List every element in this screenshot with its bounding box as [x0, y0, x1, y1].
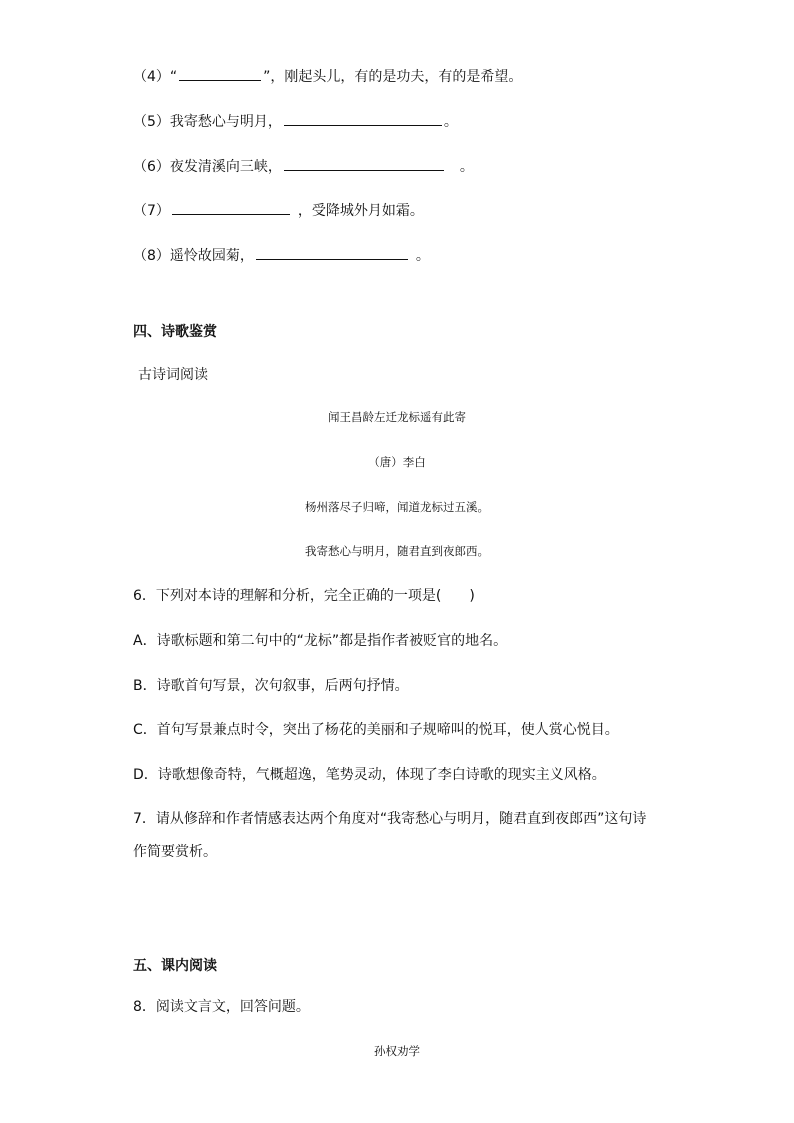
section-heading-class-reading: 五、课内阅读 [133, 958, 217, 974]
fill-blank-suffix: ，受降城外月如霜。 [297, 203, 424, 219]
poem-title: 闻王昌龄左迁龙标遥有此寄 [328, 410, 466, 424]
option-a[interactable]: A．诗歌标题和第二句中的“龙标”都是指作者被贬官的地名。 [133, 633, 508, 649]
answer-blank[interactable] [172, 200, 290, 215]
fill-blank-4 [133, 66, 522, 87]
fill-blank-prefix: （5）我寄愁心与明月， [133, 114, 282, 130]
fill-blank-prefix: （7） [133, 203, 170, 219]
fill-blank-5 [133, 111, 458, 132]
option-d[interactable]: D．诗歌想像奇特，气概超逸，笔势灵动，体现了李白诗歌的现实主义风格。 [133, 767, 606, 783]
question-7-line-2: 作简要赏析。 [133, 844, 217, 860]
answer-blank[interactable] [284, 111, 442, 126]
fill-blank-7 [133, 200, 424, 221]
reading-text-title: 孙权劝学 [374, 1044, 420, 1058]
fill-blank-8 [133, 245, 430, 266]
fill-blank-6 [133, 156, 474, 177]
fill-blank-suffix: 。 [459, 159, 474, 175]
fill-blank-suffix: 。 [443, 114, 458, 130]
question-6-stem: 6．下列对本诗的理解和分析，完全正确的一项是( ) [133, 588, 475, 604]
option-b[interactable]: B．诗歌首句写景，次句叙事，后两句抒情。 [133, 678, 409, 694]
fill-blank-prefix: （4）“ [133, 69, 178, 85]
option-c[interactable]: C．首句写景兼点时令，突出了杨花的美丽和子规啼叫的悦耳，使人赏心悦目。 [133, 722, 619, 738]
fill-blank-prefix: （8）遥怜故园菊， [133, 248, 254, 264]
poem-line-1: 杨州落尽子归啼，闻道龙标过五溪。 [305, 500, 489, 514]
fill-blank-suffix: 。 [415, 248, 430, 264]
answer-blank[interactable] [284, 156, 444, 171]
section-heading-poetry: 四、诗歌鉴赏 [133, 324, 217, 340]
answer-blank[interactable] [256, 245, 408, 260]
poem-line-2: 我寄愁心与明月，随君直到夜郎西。 [305, 544, 489, 558]
question-8-stem: 8．阅读文言文，回答问题。 [133, 999, 310, 1015]
subheading-ancient-poem-reading: 古诗词阅读 [138, 367, 208, 383]
fill-blank-suffix: ”，刚起头儿，有的是功夫，有的是希望。 [263, 69, 523, 85]
poem-author: （唐）李白 [368, 455, 426, 469]
answer-blank[interactable] [179, 66, 261, 81]
fill-blank-prefix: （6）夜发清溪向三峡， [133, 159, 282, 175]
question-7-line-1: 7．请从修辞和作者情感表达两个角度对“我寄愁心与明月，随君直到夜郎西”这句诗 [133, 811, 647, 827]
